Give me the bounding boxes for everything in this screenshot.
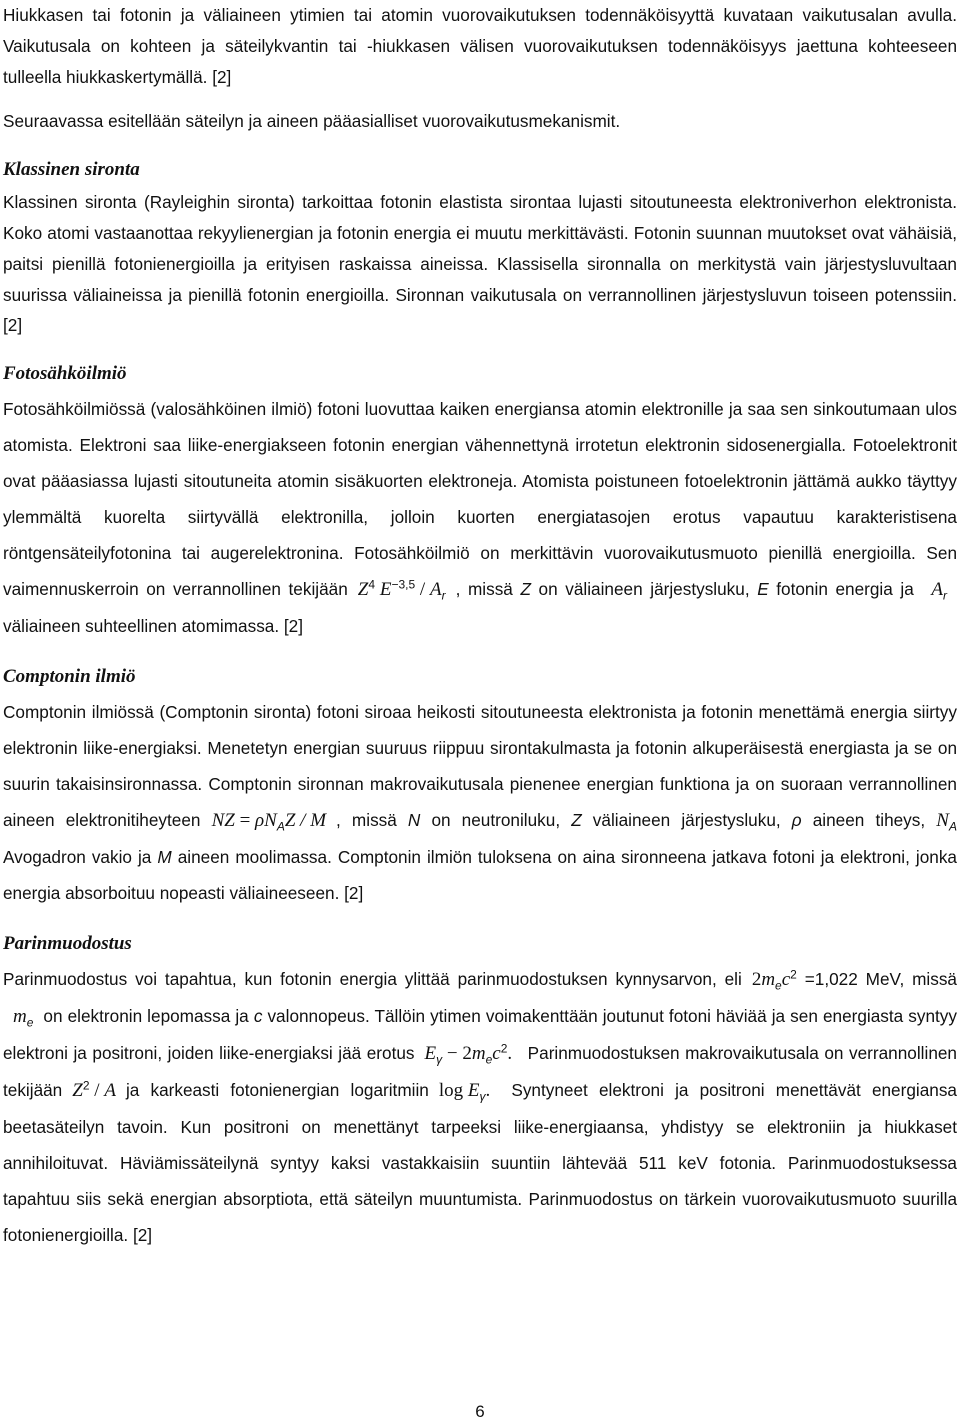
document-page xyxy=(3,0,957,1253)
electron-density-formula: NZ = $\rho N_AZ$ / M xyxy=(211,810,327,834)
electron-mass-symbol: $m_e$ xyxy=(13,1006,34,1030)
threshold-formula: $2m_ec^2$ xyxy=(751,967,797,993)
z-squared-formula: $Z^2$ / A xyxy=(72,1078,116,1102)
heading-parinmuodostus: Parinmuodostus xyxy=(3,933,132,955)
page-number: 6 xyxy=(475,1402,485,1421)
heading-klassinen-sironta: Klassinen sironta xyxy=(3,159,140,181)
log-energy-formula: $\log E_\gamma$. xyxy=(438,1080,491,1104)
intro-paragraph: Hiukkasen tai fotonin ja väliaineen ytimien tai atomin vuorovaikutuksen todennäköisyyttä kuvataan vaikutusalan avulla. Vaikutusala on kohteen ja säteilykvantin tai -hiukkasen välisen vuorovaikutuksen todennäköisyys jaettuna kohteeseen tulleella hiukkaskertymällä. [2] xyxy=(3,5,957,87)
fotosahkoilmio-text-3: väliaineen suhteellinen atomimassa. [2] xyxy=(3,616,304,637)
klassinen-sironta-paragraph: Klassinen sironta (Rayleighin sironta) tarkoittaa fotonin elastista sirontaa lujasti sitoutuneesta elektroniverhon elektronista. Koko atomi vastaanottaa rekyylienergian ja fotonin energia ei muutu merkittävästi. Fotonin suunnan muutokset ovat vähäisiä, paitsi pienillä fotonienergioilla ja erityisen raskaissa aineissa. Klassisella sironnalla on merkitystä vain järjestysluvultaan suurissa väliaineissa ja pienillä fotonin energioilla. Sironnan vaikutusala on verrannollinen järjestysluvun toiseen potenssiin. [2] xyxy=(3,192,957,336)
fotosahkoilmio-text-1: Fotosähköilmiössä (valosähköinen ilmiö) fotoni luovuttaa kaiken energiansa atomin elektronille ja saa sen sinkoutumaan ulos atomista. Elektroni saa liike-energiakseen fotonin energian vähennettynä irrotetun elektronin sidosenergialla. Fotoelektronit ovat pääasiassa lujasti sitoutuneita atomin sisäkuorten elektroneja. Atomista poistuneen fotoelektronin jättämä aukko täyttyy ylemmältä kuorelta siirtyvällä elektronilla, jolloin kuorten energiatasojen erotus vapautuu karakteristisena röntgensäteilyfotonina tai augerelektronina. Fotosähköilmiö on merkittävin vuorovaikutusmuoto pienillä energioilla. Sen vaimennuskerroin on verrannollinen tekijään xyxy=(3,399,957,600)
fotosahkoilmio-paragraph: Fotosähköilmiössä (valosähköinen ilmiö) fotoni luovuttaa kaiken energiansa atomin elektronille ja saa sen sinkoutumaan ulos atomista. Elektroni saa liike-energiakseen fotonin energian vähennettynä irrotetun elektronin sidosenergialla. Fotoelektronit ovat pääasiassa lujasti sitoutuneita atomin sisäkuorten elektroneja. Atomista poistuneen fotoelektronin jättämä aukko täyttyy ylemmältä kuorelta siirtyvällä elektronilla, jolloin kuorten energiatasojen erotus vapautuu karakteristisena röntgensäteilyfotonina tai augerelektronina. Fotosähköilmiö on merkittävin vuorovaikutusmuoto pienillä energioilla. Sen vaimennuskerroin on verrannollinen tekijään $Z^4$ $E^{-3,5} / A_r$ , missä Z on väliaineen järjestysluku, E fotonin energia ja $A_r$ väliaineen suhteellinen atomimassa. [2] xyxy=(3,399,957,637)
compton-text-1: Comptonin ilmiössä (Comptonin sironta) fotoni siroaa heikosti sitoutuneesta elektronista ja fotonin menettämä energia siirtyy elektronin liike-energiaksi. Menetetyn energian suuruus riippuu sirontakulmasta ja fotonin alkuperäisestä energiasta ja se on suurin takaisinsironnassa. Comptonin sironnan makrovaikutusala pienenee energian funktiona ja on suoraan verrannollinen aineen elektronitiheyteen xyxy=(3,702,957,831)
attenuation-formula: $Z^4$ $E^{-3,5} / A_r$ xyxy=(357,577,446,603)
kinetic-energy-formula: $E_\gamma - 2m_ec^2$. xyxy=(424,1041,513,1067)
comptonin-ilmio-paragraph: Comptonin ilmiössä (Comptonin sironta) fotoni siroaa heikosti sitoutuneesta elektronista ja fotonin menettämä energia siirtyy elektronin liike-energiaksi. Menetetyn energian suuruus riippuu sirontakulmasta ja fotonin alkuperäisestä energiasta ja se on suurin takaisinsironnassa. Comptonin sironnan makrovaikutusala pienenee energian funktiona ja on suoraan verrannollinen aineen elektronitiheyteen NZ = $\rho N_AZ$ / M , missä N on neutroniluku, Z väliaineen järjestysluku, ρ aineen tiheys, $N_A$ Avogadron vakio ja M aineen moolimassa. Comptonin ilmiön tuloksena on aina sironneena jatkava fotoni ja elektroni, jonka energia absorboituu nopeasti väliaineeseen. [2] xyxy=(3,702,957,904)
overview-paragraph: Seuraavassa esitellään säteilyn ja aineen pääasialliset vuorovaikutusmekanismit. xyxy=(3,111,621,132)
relative-mass-symbol: $A_r$ xyxy=(931,579,947,603)
heading-comptonin-ilmio: Comptonin ilmiö xyxy=(3,666,136,688)
parin-text-1: Parinmuodostus voi tapahtua, kun fotonin energia ylittää parinmuodostuksen kynnysarvon, eli xyxy=(3,969,742,990)
parinmuodostus-paragraph: Parinmuodostus voi tapahtua, kun fotonin energia ylittää parinmuodostuksen kynnysarvon, eli $2m_ec^2 =1,022$ MeV, missäm$_e$ on elektronin lepomassa ja c valonnopeus. Tällöin ytimen voimakenttään joutunut fotoni häviää ja sen energiasta syntyy elektroni ja positroni, joiden liike-energiaksi jää erotus $E_\gamma - 2m_ec^2$. Parinmuodostuksen makrovaikutusala on verrannollinen tekijään $Z^2$ / A ja karkeasti fotonienergian logaritmiin $\log E_\gamma$. Syntyneet elektroni ja positroni menettävät energiansa beetasäteilyn tavoin. Kun positroni on menettänyt tarpeeksi liike-energiaansa, yhdistyy se elektroniin ja hiukkaset annihiloituvat. Häviämissäteilynä syntyy kaksi vastakkaisiin suuntiin lähtevää 511 keV fotonia. Parinmuodostuksessa tapahtuu siis sekä energian absorptiota, että säteilyn muuntumista. Parinmuodostus on tärkein vuorovaikutusmuoto suurilla fotonienergioilla. [2] xyxy=(3,961,957,1253)
heading-fotosahkoilmio: Fotosähköilmiö xyxy=(3,363,127,385)
